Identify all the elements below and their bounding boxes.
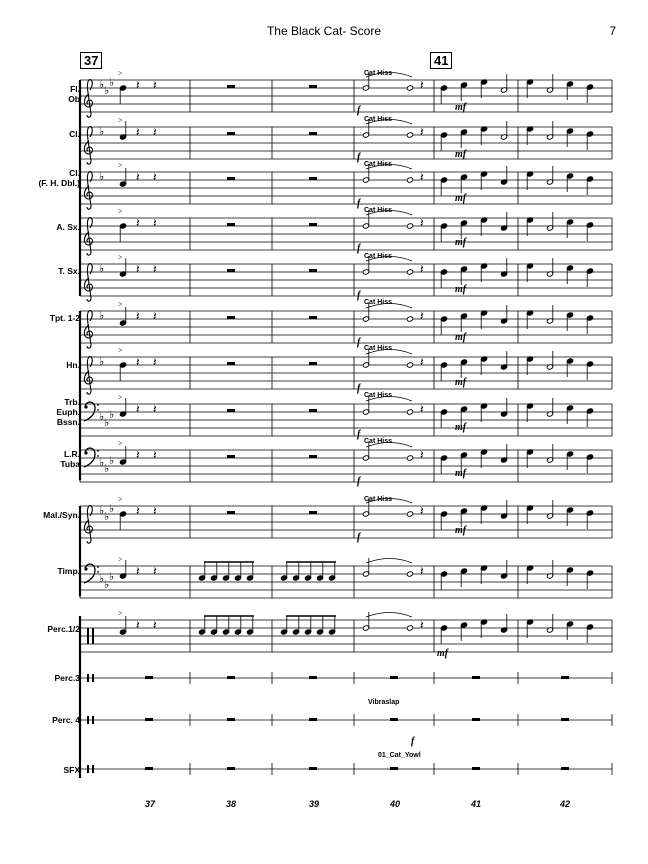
svg-text:>: > bbox=[118, 161, 123, 170]
svg-text:>: > bbox=[118, 207, 123, 216]
svg-text:𝄽: 𝄽 bbox=[136, 504, 140, 518]
svg-text:𝄽: 𝄽 bbox=[420, 618, 424, 632]
annotation-cat-hiss: Cat Hiss bbox=[364, 496, 393, 503]
svg-text:𝄽: 𝄽 bbox=[420, 170, 424, 184]
dynamic-forte: f bbox=[357, 476, 361, 487]
annotation-sfx-cue: 01_Cat_Yowl bbox=[378, 752, 421, 759]
svg-text:♭: ♭ bbox=[109, 409, 115, 421]
staff bbox=[80, 555, 612, 598]
svg-text:𝄽: 𝄽 bbox=[420, 355, 424, 369]
svg-text:♭: ♭ bbox=[99, 457, 105, 469]
svg-text:𝄽: 𝄽 bbox=[153, 448, 157, 462]
staff bbox=[80, 161, 612, 209]
svg-text:𝄽: 𝄽 bbox=[153, 170, 157, 184]
dynamic-mezzo-forte: mf bbox=[455, 284, 467, 295]
svg-text:♭: ♭ bbox=[99, 126, 105, 138]
svg-text:𝄽: 𝄽 bbox=[420, 216, 424, 230]
svg-text:𝄽: 𝄽 bbox=[136, 618, 140, 632]
svg-text:>: > bbox=[118, 300, 123, 309]
instrument-label-clarinet: Cl. bbox=[69, 129, 80, 139]
svg-text:𝄽: 𝄽 bbox=[136, 78, 140, 92]
svg-text:𝄽: 𝄽 bbox=[136, 309, 140, 323]
svg-text:𝄽: 𝄽 bbox=[420, 125, 424, 139]
rehearsal-mark-41: 41 bbox=[430, 52, 452, 69]
svg-text:𝄽: 𝄽 bbox=[136, 216, 140, 230]
instrument-label-perc-3: Perc.3 bbox=[54, 673, 80, 683]
svg-text:♭: ♭ bbox=[109, 77, 115, 89]
svg-text:𝄽: 𝄽 bbox=[153, 78, 157, 92]
instrument-label-mallets: Mal./Syn. bbox=[43, 510, 80, 520]
staff bbox=[80, 393, 612, 436]
staff bbox=[80, 763, 612, 775]
annotation-cat-hiss: Cat Hiss bbox=[364, 345, 393, 352]
annotation-cat-hiss: Cat Hiss bbox=[364, 438, 393, 445]
svg-text:♭: ♭ bbox=[104, 463, 110, 475]
svg-text:𝄽: 𝄽 bbox=[136, 170, 140, 184]
svg-text:>: > bbox=[118, 393, 123, 402]
svg-text:♭: ♭ bbox=[104, 85, 110, 97]
dynamic-forte: f bbox=[357, 532, 361, 543]
svg-text:>: > bbox=[118, 253, 123, 262]
svg-text:♭: ♭ bbox=[99, 411, 105, 423]
staff bbox=[80, 439, 612, 482]
staff bbox=[80, 672, 612, 684]
svg-text:𝄽: 𝄽 bbox=[136, 125, 140, 139]
svg-text:♭: ♭ bbox=[99, 171, 105, 183]
staff bbox=[80, 253, 612, 301]
rehearsal-mark-37: 37 bbox=[80, 52, 102, 69]
dynamic-mezzo-forte-perc: mf bbox=[437, 648, 449, 659]
dynamic-forte: f bbox=[357, 337, 361, 348]
svg-text:♭: ♭ bbox=[99, 573, 105, 585]
svg-text:𝄽: 𝄽 bbox=[153, 125, 157, 139]
svg-text:𝄽: 𝄽 bbox=[153, 618, 157, 632]
page-number: 7 bbox=[609, 24, 616, 38]
dynamic-mezzo-forte: mf bbox=[455, 332, 467, 343]
bar-number-37: 37 bbox=[144, 799, 156, 809]
svg-text:>: > bbox=[118, 439, 123, 448]
bar-number-40: 40 bbox=[389, 799, 401, 809]
svg-text:♭: ♭ bbox=[99, 505, 105, 517]
svg-text:>: > bbox=[118, 495, 123, 504]
staff bbox=[80, 609, 612, 652]
instrument-label-timpani: Timp. bbox=[57, 566, 80, 576]
svg-text:>: > bbox=[118, 346, 123, 355]
annotation-cat-hiss: Cat Hiss bbox=[364, 299, 393, 306]
annotation-cat-hiss: Cat Hiss bbox=[364, 116, 393, 123]
svg-text:𝄽: 𝄽 bbox=[420, 309, 424, 323]
svg-text:𝄽: 𝄽 bbox=[420, 402, 424, 416]
annotation-cat-hiss: Cat Hiss bbox=[364, 207, 393, 214]
svg-text:𝄽: 𝄽 bbox=[136, 564, 140, 578]
annotation-cat-hiss: Cat Hiss bbox=[364, 161, 393, 168]
instrument-label-flute-oboe: Fl. Ob bbox=[68, 84, 80, 104]
dynamic-forte: f bbox=[357, 383, 361, 394]
svg-text:𝄽: 𝄽 bbox=[420, 262, 424, 276]
svg-text:♭: ♭ bbox=[104, 511, 110, 523]
bar-number-41: 41 bbox=[470, 799, 482, 809]
svg-text:>: > bbox=[118, 116, 123, 125]
staff bbox=[80, 495, 612, 543]
svg-text:𝄽: 𝄽 bbox=[153, 355, 157, 369]
dynamic-forte: f bbox=[357, 198, 361, 209]
svg-text:♭: ♭ bbox=[99, 263, 105, 275]
dynamic-mezzo-forte: mf bbox=[455, 193, 467, 204]
svg-text:>: > bbox=[118, 555, 123, 564]
dynamic-mezzo-forte: mf bbox=[455, 149, 467, 160]
bar-number-38: 38 bbox=[225, 799, 237, 809]
svg-text:𝄽: 𝄽 bbox=[153, 564, 157, 578]
instrument-label-alto-sax: A. Sx. bbox=[56, 222, 80, 232]
svg-text:♭: ♭ bbox=[109, 571, 115, 583]
staff bbox=[80, 714, 612, 726]
instrument-label-perc-4: Perc. 4 bbox=[52, 715, 80, 725]
dynamic-forte: f bbox=[357, 105, 361, 116]
instrument-label-tenor-sax: T. Sx. bbox=[58, 266, 80, 276]
staff bbox=[80, 69, 612, 117]
staff bbox=[80, 207, 612, 255]
dynamic-mezzo-forte: mf bbox=[455, 237, 467, 248]
svg-text:𝄽: 𝄽 bbox=[136, 355, 140, 369]
svg-text:♭: ♭ bbox=[109, 503, 115, 515]
bar-number-39: 39 bbox=[308, 799, 320, 809]
instrument-label-clarinet-fh: Cl. (F. H. Dbl.) bbox=[38, 168, 80, 188]
dynamic-mezzo-forte: mf bbox=[455, 102, 467, 113]
dynamic-forte: f bbox=[357, 290, 361, 301]
svg-text:𝄽: 𝄽 bbox=[136, 448, 140, 462]
svg-text:𝄽: 𝄽 bbox=[153, 402, 157, 416]
dynamic-forte-vibraslap: f bbox=[411, 736, 415, 747]
dynamic-forte: f bbox=[357, 243, 361, 254]
svg-text:♭: ♭ bbox=[109, 455, 115, 467]
svg-text:𝄽: 𝄽 bbox=[420, 78, 424, 92]
svg-text:𝄽: 𝄽 bbox=[136, 402, 140, 416]
svg-text:♭: ♭ bbox=[99, 310, 105, 322]
dynamic-mezzo-forte: mf bbox=[455, 525, 467, 536]
staff bbox=[80, 116, 612, 164]
instrument-label-sfx: SFX bbox=[63, 765, 80, 775]
svg-text:𝄽: 𝄽 bbox=[153, 504, 157, 518]
svg-text:𝄽: 𝄽 bbox=[153, 309, 157, 323]
instrument-label-tuba: L.R. Tuba bbox=[60, 449, 80, 469]
svg-text:𝄽: 𝄽 bbox=[153, 262, 157, 276]
instrument-label-trombone: Trb. Euph. Bssn. bbox=[56, 397, 80, 427]
svg-text:𝄽: 𝄽 bbox=[420, 504, 424, 518]
dynamic-mezzo-forte: mf bbox=[455, 468, 467, 479]
svg-text:𝄽: 𝄽 bbox=[420, 448, 424, 462]
dynamic-mezzo-forte: mf bbox=[455, 422, 467, 433]
dynamic-mezzo-forte: mf bbox=[455, 377, 467, 388]
staff bbox=[80, 346, 612, 394]
bar-number-42: 42 bbox=[559, 799, 571, 809]
svg-text:♭: ♭ bbox=[104, 417, 110, 429]
svg-text:♭: ♭ bbox=[99, 356, 105, 368]
annotation-cat-hiss: Cat Hiss bbox=[364, 253, 393, 260]
svg-text:♭: ♭ bbox=[99, 79, 105, 91]
instrument-label-horn: Hn. bbox=[66, 360, 80, 370]
score-title: The Black Cat- Score bbox=[266, 24, 382, 38]
svg-text:𝄽: 𝄽 bbox=[420, 564, 424, 578]
staff bbox=[80, 300, 612, 348]
instrument-label-trumpet: Tpt. 1-2 bbox=[49, 313, 80, 323]
svg-text:♭: ♭ bbox=[104, 579, 110, 591]
annotation-cat-hiss: Cat Hiss bbox=[364, 70, 393, 77]
instrument-label-perc-1-2: Perc.1/2 bbox=[47, 624, 80, 634]
annotation-vibraslap: Vibraslap bbox=[368, 699, 400, 706]
svg-text:>: > bbox=[118, 609, 123, 618]
svg-text:𝄽: 𝄽 bbox=[153, 216, 157, 230]
annotation-cat-hiss: Cat Hiss bbox=[364, 392, 393, 399]
dynamic-forte: f bbox=[357, 152, 361, 163]
dynamic-forte: f bbox=[357, 429, 361, 440]
svg-text:>: > bbox=[118, 69, 123, 78]
svg-text:𝄽: 𝄽 bbox=[136, 262, 140, 276]
